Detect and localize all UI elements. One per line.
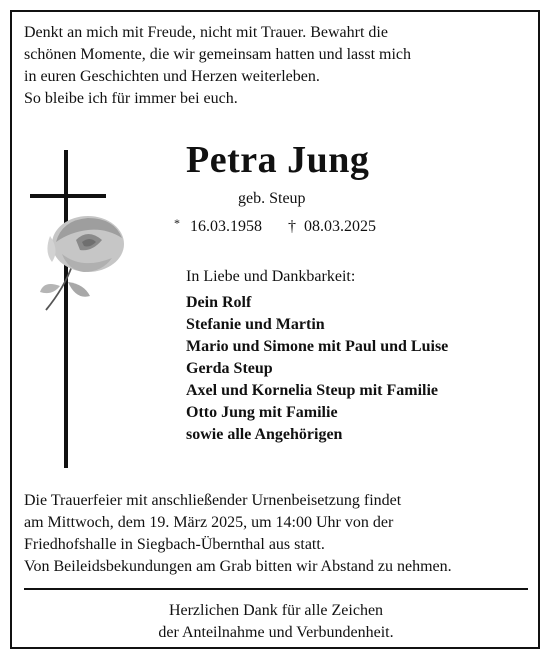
thanks-line: Herzlichen Dank für alle Zeichen bbox=[168, 602, 384, 619]
cross-horizontal-beam bbox=[30, 194, 106, 198]
maiden-name: geb. Steup bbox=[238, 190, 306, 207]
rose-icon bbox=[32, 206, 132, 316]
mourner-name: Stefanie und Martin bbox=[186, 316, 325, 333]
mourner-name: Mario und Simone mit Paul und Luise bbox=[186, 338, 449, 355]
service-line: Von Beileidsbekundungen am Grab bitten wir Abstand zu nehmen. bbox=[24, 558, 452, 575]
poem-line: So bleibe ich für immer bei euch. bbox=[24, 90, 238, 107]
mourner-name: Gerda Steup bbox=[186, 360, 273, 377]
death-date-group bbox=[288, 218, 376, 236]
poem-line: in euren Geschichten und Herzen weiterleben. bbox=[24, 68, 320, 85]
mourners-list bbox=[186, 292, 448, 446]
mourners-intro: In Liebe und Dankbarkeit: bbox=[186, 268, 356, 285]
mourner-name: sowie alle Angehörigen bbox=[186, 426, 343, 443]
mourner-name: Axel und Kornelia Steup mit Familie bbox=[186, 382, 438, 399]
life-dates bbox=[174, 216, 376, 236]
death-cross-icon: † bbox=[288, 218, 296, 235]
deceased-name: Petra Jung bbox=[186, 139, 370, 181]
service-line: Friedhofshalle in Siegbach-Übernthal aus statt. bbox=[24, 536, 325, 553]
birth-date: 16.03.1958 bbox=[190, 218, 262, 235]
mourner-name: Otto Jung mit Familie bbox=[186, 404, 338, 421]
mourner-name: Dein Rolf bbox=[186, 294, 252, 311]
thanks-note bbox=[24, 600, 528, 644]
death-date: 08.03.2025 bbox=[304, 218, 376, 235]
birth-date-group bbox=[174, 216, 262, 236]
service-info bbox=[24, 490, 452, 578]
birth-star-icon: * bbox=[174, 216, 180, 230]
poem-line: schönen Momente, die wir gemeinsam hatten und lasst mich bbox=[24, 46, 412, 63]
thanks-line: der Anteilnahme und Verbundenheit. bbox=[158, 624, 394, 641]
service-line: Die Trauerfeier mit anschließender Urnenbeisetzung findet bbox=[24, 492, 402, 509]
divider bbox=[24, 588, 528, 590]
poem bbox=[24, 22, 411, 110]
service-line: am Mittwoch, dem 19. März 2025, um 14:00 Uhr von der bbox=[24, 514, 394, 531]
poem-line: Denkt an mich mit Freude, nicht mit Trauer. Bewahrt die bbox=[24, 24, 388, 41]
